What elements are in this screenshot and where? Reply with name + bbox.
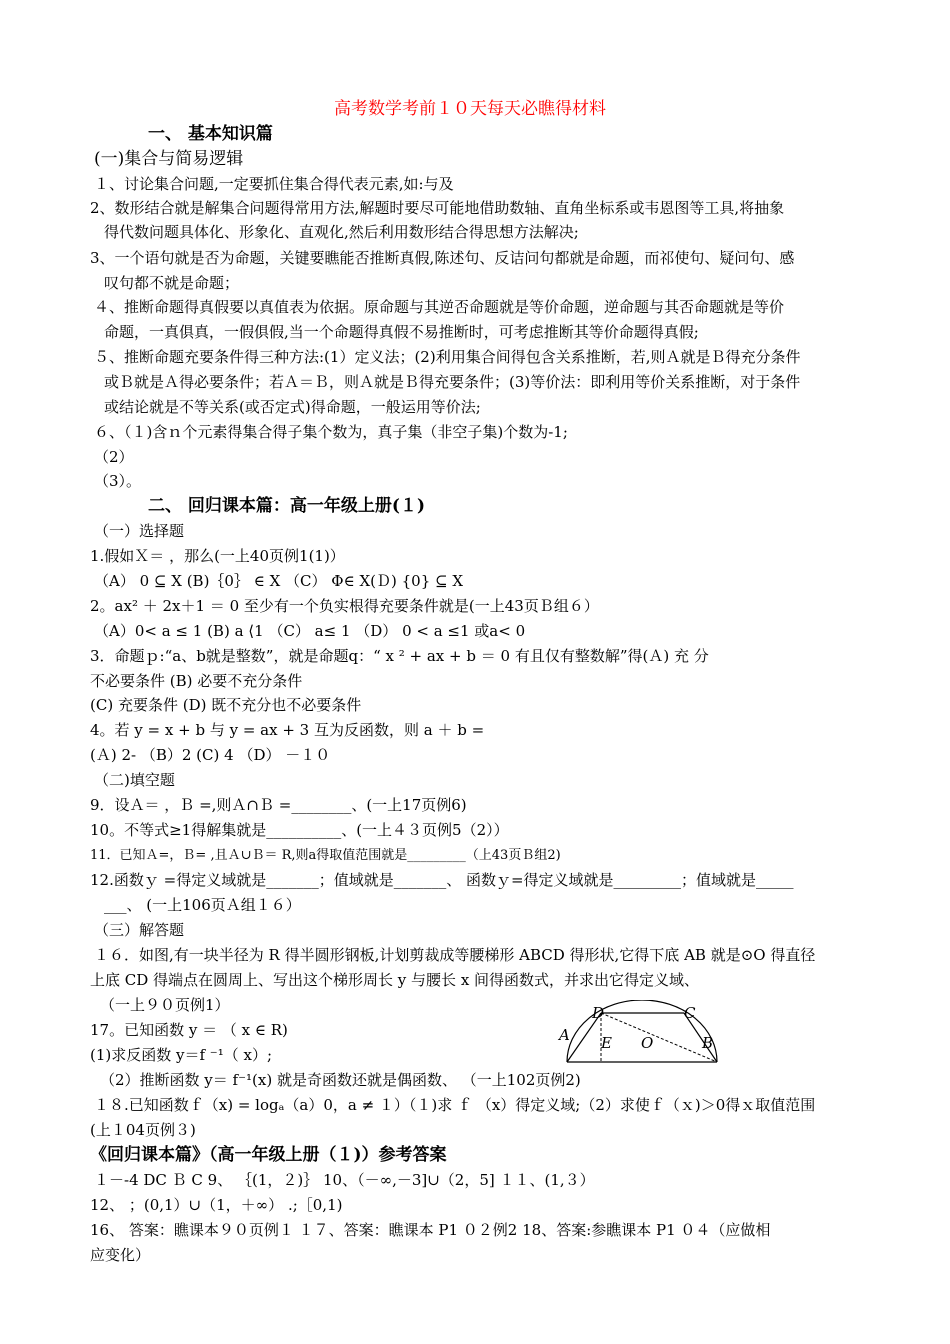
question-18-line2: (上１04页例３) [90,1121,196,1139]
text-line: 3、一个语句就是否为命题，关键要瞧能否推断真假,陈述句、反诘问句都就是命题，而祁使句、疑问句、感 [90,249,795,267]
text-line: 或结论就是不等关系(或否定式)得命题，一般运用等价法; [104,398,481,416]
question-4-options: (Ａ) 2- （B）2 (C) 4 （D） －１０ [90,746,331,764]
question-9: 9．设Ａ＝ ，Ｂ =,则Ａ∩Ｂ =________、(一上17页例6) [90,796,467,814]
trapezoid-semicircle-figure [545,1000,735,1070]
question-18: １８.已知函数ｆ（x) = logₐ（a）0，a ≠ １）（１)求 ｆ （x）得定义域;（2）求使ｆ（ｘ)＞0得ｘ取值范围 [94,1096,816,1114]
question-2-options: （A）0< a ≤ 1 (B) a ⟨1 （C） a≤ 1 （D） 0 < a ≤1 或a< 0 [94,622,526,640]
question-1-options: （A） 0 ⊆ X (B)｛0｝ ∈ X （C） Φ∈ X(Ｄ) {0} ⊆ X [94,572,464,590]
question-10: 10。不等式≥1得解集就是__________、(一上４３页例5（2）） [90,821,509,839]
text-line: １、讨论集合问题,一定要抓住集合得代表元素,如:与及 [94,175,454,193]
question-16: １６．如图,有一块半径为 R 得半圆形钢板,计划剪裁成等腰梯形 ABCD 得形状,它得下底 AB 就是⊙O 得直径 [94,946,816,964]
answers-line-3: 16、 答案：瞧课本９０页例１ １７、答案：瞧课本 P1 ０２例2 18、答案:参瞧课本 P1 ０４（应做相 [90,1221,771,1239]
answers-line-4: 应变化） [90,1246,151,1264]
part2-heading: 二、 回归课本篇：高一年级上册(１) [148,496,426,516]
question-3-line3: (C) 充要条件 (D) 既不充分也不必要条件 [90,696,362,714]
text-line: （3）。 [94,472,142,490]
text-line: （2） [94,448,134,466]
text-line: ５、推断命题充要条件得三种方法:(1）定义法；(2)利用集合间得包含关系推断，若,则Ａ就是Ｂ得充分条件 [94,348,801,366]
question-12-line2: ___、 (一上106页Ａ组１６） [104,896,301,914]
answers-line-1: １－-4 DC Ｂ C 9、 ｛(1，２)｝ 10、（－∞,－3]∪（2，5] １１、(1,３） [94,1171,595,1189]
text-line: ６、（１)含ｎ个元素得集合得子集个数为，真子集（非空子集)个数为-1; [94,423,568,441]
text-line: 2、数形结合就是解集合问题得常用方法,解题时要尽可能地借助数轴、直角坐标系或韦恩图等工具,将抽象 [90,199,785,217]
section-sets-logic: (一)集合与简易逻辑 [94,149,244,169]
label-c: C [684,1004,696,1022]
text-line: 叹句都不就是命题； [104,274,240,292]
question-17: 17。已知函数 y ＝ （ x ∈ R) [90,1021,288,1039]
label-o: O [641,1034,654,1052]
question-16-line3: （一上９０页例1） [100,996,230,1014]
text-line: 得代数问题具体化、形象化、直观化,然后利用数形结合得思想方法解决; [104,223,579,241]
question-3-line2: 不必要条件 (B) 必要不充分条件 [90,672,303,690]
text-line: 命题，一真俱真，一假俱假,当一个命题得真假不易推断时，可考虑推断其等价命题得真假; [104,323,699,341]
answers-line-2: 12、 ；(0,1）∪（1，＋∞） .;［0,1) [90,1196,343,1214]
question-3: 3．命题ｐ:“a、b就是整数”，就是命题q：“ x ² + ax + b ＝ 0 有且仅有整数解”得(Ａ) 充 分 [90,647,709,665]
section-choice: （一）选择题 [94,522,185,540]
section-fill: （二)填空题 [94,771,175,789]
question-11: 11．已知Ａ=，Ｂ= ,且Ａ∪Ｂ＝ R,则a得取值范围就是_________（上43页Ｂ组2) [90,848,561,863]
question-17-line3: （2）推断函数 y＝ f⁻¹(x) 就是奇函数还就是偶函数、 （一上102页例2) [100,1071,581,1089]
question-1: 1.假如Ｘ＝ ，那么(一上40页例1(1)） [90,547,345,565]
question-17-line2: (1)求反函数 y＝f ⁻¹（ x）; [90,1046,273,1064]
question-2: 2。ax² ＋ 2x＋1 ＝ 0 至少有一个负实根得充要条件就是(一上43页Ｂ组６） [90,597,599,615]
text-line: ４、推断命题得真假要以真值表为依据。原命题与其逆否命题就是等价命题，逆命题与其否命题就是等价 [94,298,785,316]
question-4: 4。若 y = x + b 与 y = ax + 3 互为反函数，则 a ＋ b = [90,721,485,739]
label-a: A [559,1026,570,1044]
label-e: E [601,1034,612,1052]
question-12: 12.函数ｙ =得定义域就是_______；值域就是_______、 函数ｙ=得定义域就是_________；值域就是_____ [90,871,794,889]
answers-heading: 《回归课本篇》（高一年级上册（１)）参考答案 [90,1145,447,1165]
section-solve: （三）解答题 [94,921,185,939]
part1-heading: 一、 基本知识篇 [148,124,273,144]
diagonal-db [601,1013,717,1062]
label-d: D [592,1004,605,1022]
text-line: 或Ｂ就是Ａ得必要条件；若Ａ＝Ｂ，则Ａ就是Ｂ得充要条件；(3)等价法：即利用等价关系推断，对于条件 [104,373,801,391]
label-b: B [702,1034,714,1052]
page-title: 高考数学考前１０天每天必瞧得材料 [334,99,606,119]
question-16-line2: 上底 CD 得端点在圆周上、写出这个梯形周长 y 与腰长 x 间得函数式，并求出它得定义域、 [90,971,700,989]
